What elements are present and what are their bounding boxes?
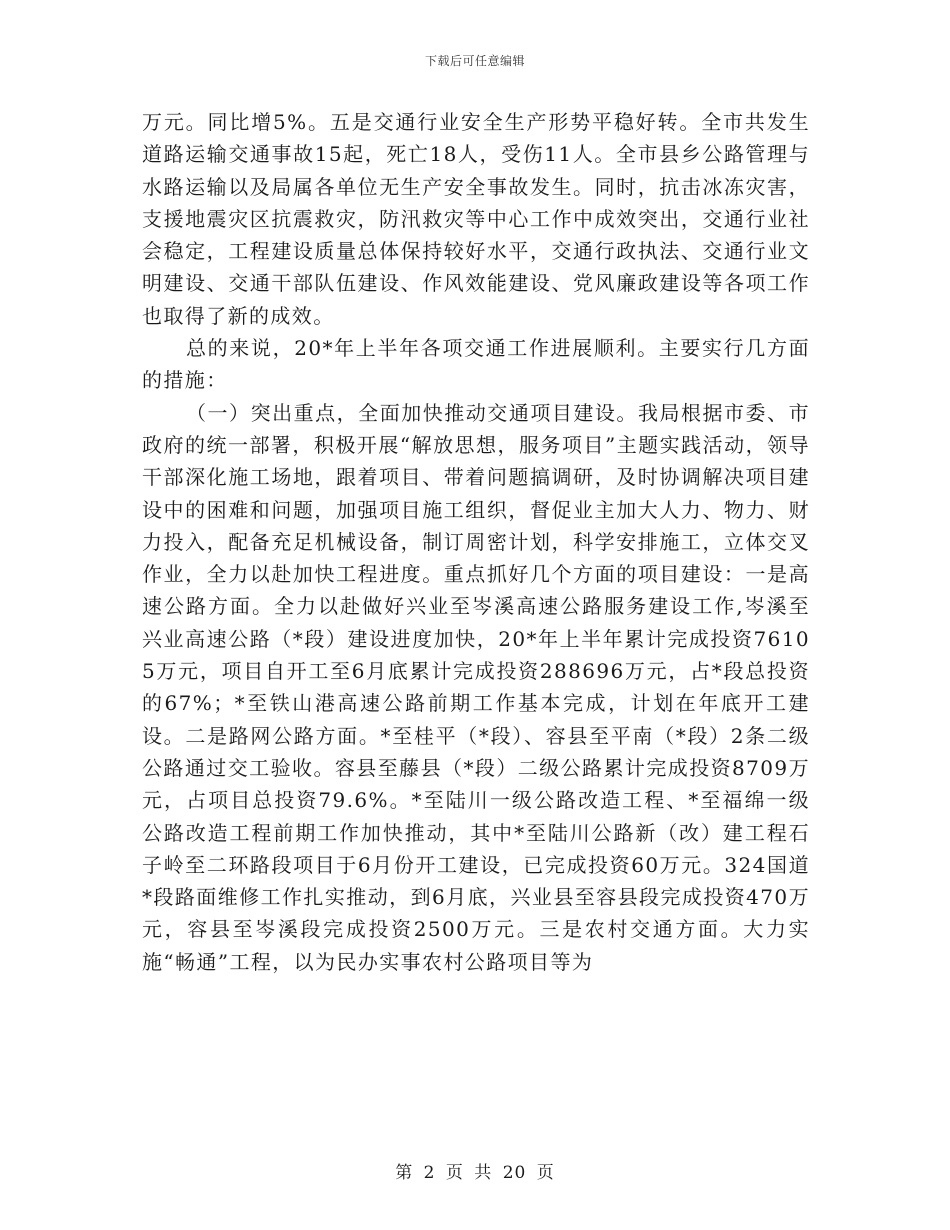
page-number: 第 2 页 共 20 页: [395, 1163, 555, 1183]
document-body: [142, 106, 810, 978]
page-header-note: 下载后可任意编辑: [424, 54, 525, 68]
paragraph-summary-results: 万元。同比增5%。五是交通行业安全生产形势平稳好转。全市共发生道路运输交通事故15起，死亡18人，受伤11人。全市县乡公路管理与水路运输以及局属各单位无生产安全事故发生。同时，抗击冰冻灾害，支援地震灾区抗震救灾，防汛救灾等中心工作中成效突出，交通行业社会稳定，工程建设质量总体保持较好水平，交通行政执法、交通行业文明建设、交通干部队伍建设、作风效能建设、党风廉政建设等各项工作也取得了新的成效。: [142, 110, 810, 328]
paragraph-measure-one: （一）突出重点，全面加快推动交通项目建设。我局根据市委、市政府的统一部署，积极开展“解放思想，服务项目”主题实践活动，领导干部深化施工场地，跟着项目、带着问题搞调研，及时协调解决项目建设中的困难和问题，加强项目施工组织，督促业主加大人力、物力、财力投入，配备充足机械设备，制订周密计划，科学安排施工，立体交叉作业，全力以赴加快工程进度。重点抓好几个方面的项目建设：一是高速公路方面。全力以赴做好兴业至岑溪高速公路服务建设工作,岑溪至兴业高速公路（*段）建设进度加快，20*年上半年累计完成投资76105万元，项目自开工至6月底累计完成投资288696万元，占*段总投资的67%；*至铁山港高速公路前期工作基本完成，计划在年底开工建设。二是路网公路方面。*至桂平（*段）、容县至平南（*段）2条二级公路通过交工验收。容县至藤县（*段）二级公路累计完成投资8709万元，占项目总投资79.6%。*至陆川一级公路改造工程、*至福绵一级公路改造工程前期工作加快推动，其中*至陆川公路新（改）建工程石子岭至二环路段项目于6月份开工建设，已完成投资60万元。324国道*段路面维修工作扎实推动，到6月底，兴业县至容县段完成投资470万元，容县至岑溪段完成投资2500万元。三是农村交通方面。大力实施“畅通”工程，以为民办实事农村公路项目等为: [142, 400, 810, 974]
paragraph-overview: 总的来说，20*年上半年各项交通工作进展顺利。主要实行几方面的措施：: [142, 336, 810, 393]
